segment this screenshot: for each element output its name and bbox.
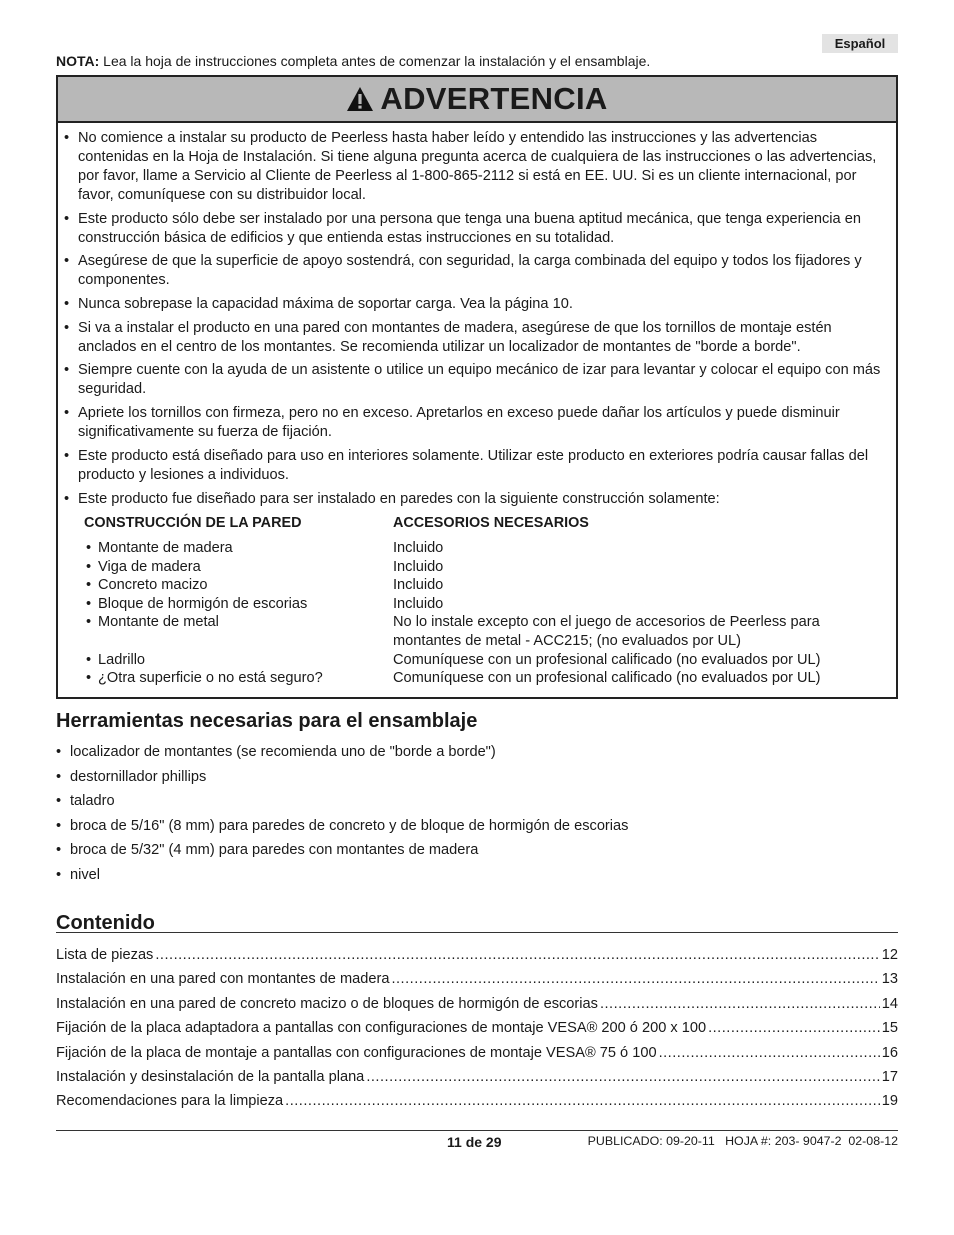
contents-heading: Contenido <box>56 912 155 934</box>
toc-entry[interactable]: Instalación en una pared de concreto macizo o de bloques de hormigón de escorias ..... 14 <box>56 992 898 1016</box>
list-item: • broca de 5/16" (8 mm) para paredes de concreto y de bloque de hormigón de escorias <box>56 817 629 834</box>
list-item: • nivel <box>56 866 101 883</box>
contents-rule <box>56 932 898 933</box>
page-number: 11 de 29 <box>447 1134 502 1150</box>
table-row: • ¿Otra superficie o no está seguro? Comuníquese con un profesional calificado (no evaluados por UL) <box>86 670 821 687</box>
table-row: • Ladrillo Comuníquese con un profesional calificado (no evaluados por UL) <box>86 651 821 668</box>
list-item: • broca de 5/32" (4 mm) para paredes con montantes de madera <box>56 842 479 858</box>
table-header <box>84 515 884 539</box>
list-item: • destornillador phillips <box>56 768 207 785</box>
list-item: • Si va a instalar el producto en una pared con montantes de madera, asegúrese de que los tornillos de montaje estén anclados en el centro de los montantes. Se recomienda utilizar un localizador de montantes de "borde a borde". <box>64 319 832 355</box>
list-item: • Apriete los tornillos con firmeza, pero no en exceso. Apretarlos en exceso puede dañar los artículos y puede disminuir significativamente su fuerza de fijación. <box>64 405 840 441</box>
list-item: • Asegúrese de que la superficie de apoyo sostendrá, con seguridad, la carga combinada del equipo y todos los fijadores y componentes. <box>64 253 862 289</box>
toc-entry[interactable]: Fijación de la placa de montaje a pantallas con configuraciones de montaje VESA® 75 ó 100 ..... 16 <box>56 1041 898 1065</box>
toc-entry[interactable]: Instalación y desinstalación de la pantalla plana ..... 17 <box>56 1065 898 1089</box>
warning-list <box>58 123 896 509</box>
toc-entry[interactable]: Fijación de la placa adaptadora a pantallas con configuraciones de montaje VESA® 200 ó 200 x 100 ..... 15 <box>56 1016 898 1040</box>
tools-list <box>56 740 628 887</box>
table-row: • Montante de metal No lo instale excepto con el juego de accesorios de Peerless para montantes de metal - ACC215; (no evaluados por UL) <box>86 614 820 649</box>
col-header-accessories: ACCESORIOS NECESARIOS <box>393 515 589 531</box>
warning-box <box>56 75 898 699</box>
footer-rule <box>56 1130 898 1131</box>
toc-entry[interactable]: Recomendaciones para la limpieza ..... 19 <box>56 1089 898 1113</box>
publication-info: PUBLICADO: 09-20-11 HOJA #: 203- 9047-2 02-08-12 <box>587 1134 898 1148</box>
table-row: • Viga de madera Incluido <box>86 558 444 575</box>
table-of-contents <box>56 943 898 1114</box>
note <box>56 53 650 69</box>
list-item: • Este producto está diseñado para uso en interiores solamente. Utilizar este producto en exteriores podría causar fallas del producto y lesiones a individuos. <box>64 447 869 483</box>
list-item: • Este producto sólo debe ser instalado por una persona que tenga una buena aptitud mecánica, que tenga experiencia en construcción básica de edificios y que entienda estas instrucciones en su totalidad. <box>64 210 861 246</box>
list-item: • localizador de montantes (se recomienda uno de "borde a borde") <box>56 744 496 760</box>
warning-title: ADVERTENCIA <box>380 81 608 116</box>
toc-entry[interactable]: Lista de piezas ..... 12 <box>56 943 898 967</box>
list-item: • taladro <box>56 793 115 809</box>
list-item: • Este producto fue diseñado para ser instalado en paredes con la siguiente construcción solamente: <box>64 490 720 507</box>
list-item: • Siempre cuente con la ayuda de un asistente o utilice un equipo mecánico de izar para levantar y colocar el equipo con más seguridad. <box>64 362 881 398</box>
list-item: • No comience a instalar su producto de Peerless hasta haber leído y entendido las instrucciones y las advertencias contenidas en la Hoja de Instalación. Si tiene alguna pregunta acerca de cualquiera de las instrucciones o las advertencias, por favor, llame a Servicio al Cliente de Peerless al 1-800-865-2112 si está en EE. UU. Si es un cliente internacional, por favor, comuníquese con su distribuidor local. <box>64 130 877 203</box>
tools-heading: Herramientas necesarias para el ensamblaje <box>56 710 478 732</box>
note-text: Lea la hoja de instrucciones completa antes de comenzar la instalación y el ensamblaje. <box>99 53 651 69</box>
warning-triangle-icon <box>346 86 374 112</box>
note-label: NOTA: <box>56 53 100 69</box>
wall-construction-table <box>84 515 884 688</box>
list-item: • Nunca sobrepase la capacidad máxima de soportar carga. Vea la página 10. <box>64 296 573 313</box>
col-header-wall: CONSTRUCCIÓN DE LA PARED <box>84 515 302 531</box>
table-row: • Montante de madera Incluido <box>86 540 444 556</box>
table-row: • Concreto macizo Incluido <box>86 577 444 594</box>
toc-entry[interactable]: Instalación en una pared con montantes de madera ..... 13 <box>56 967 898 991</box>
language-badge: Español <box>822 34 898 53</box>
warning-header <box>58 77 896 123</box>
table-row: • Bloque de hormigón de escorias Incluido <box>86 595 444 612</box>
